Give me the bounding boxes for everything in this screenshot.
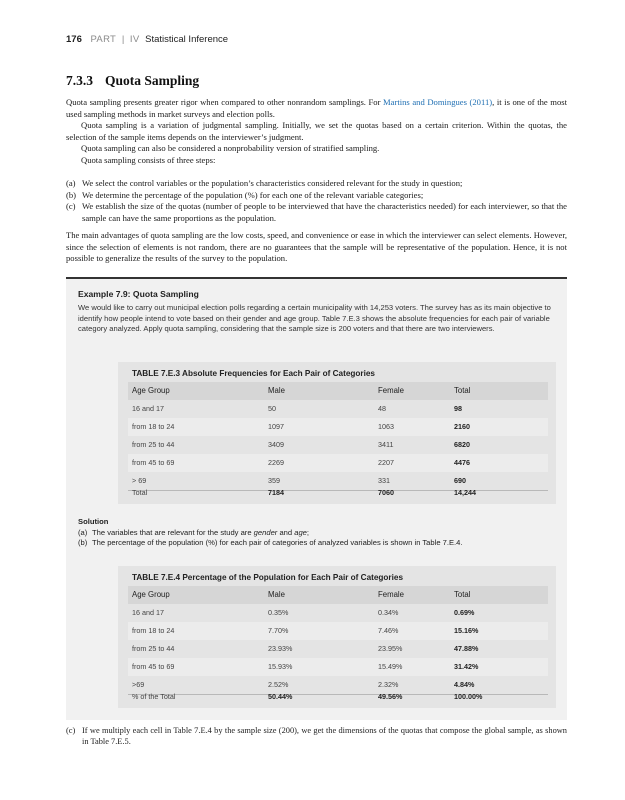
table-caption: TABLE 7.E.3 Absolute Frequencies for Each Pair of Categories (132, 369, 375, 378)
cell-total: 690 (454, 476, 466, 485)
column-header: Female (378, 590, 404, 599)
cell-age: 16 and 17 (132, 404, 164, 413)
cell-male: 7.70% (268, 626, 289, 635)
cell-male: 359 (268, 476, 280, 485)
cell-total: 98 (454, 404, 462, 413)
cell-female: 2.32% (378, 680, 399, 689)
step-text: We select the control variables or the population’s characteristics considered relevant for the study in question; (82, 178, 463, 188)
intro-paragraphs (66, 97, 567, 167)
header-separator: | (121, 34, 125, 45)
cell-total: 6820 (454, 440, 470, 449)
list-item (78, 538, 558, 549)
list-item (78, 528, 558, 539)
solution-text: The percentage of the population (%) for each pair of categories of analyzed variables is shown in Table 7.E.4. (92, 538, 463, 548)
solution-a-and: and (277, 527, 295, 537)
column-header: Total (454, 386, 471, 395)
solution-title: Solution (78, 517, 109, 526)
cell-total: 4476 (454, 458, 470, 467)
cell-female: 1063 (378, 422, 394, 431)
cell-age: from 45 to 69 (132, 662, 175, 671)
cell-male: 15.93% (268, 662, 293, 671)
paragraph-4: Quota sampling consists of three steps: (81, 154, 216, 165)
column-header: Male (268, 590, 285, 599)
cell-male: 3409 (268, 440, 284, 449)
part-title: Statistical Inference (145, 34, 229, 45)
part-number: IV (129, 34, 140, 45)
solution-a-text: The variables that are relevant for the study are (92, 527, 254, 537)
steps-list (66, 178, 567, 224)
table-row (128, 604, 548, 622)
list-item (66, 201, 567, 224)
section-heading (66, 73, 199, 89)
variable-gender: gender (253, 527, 278, 537)
paragraph-5: The main advantages of quota sampling are the low costs, speed, and convenience or ease in which the interviewer can select elements. However, since the selection of elements is not random, there are no guarantees that the sample will be representative of the population. Hence, it is not possible to generalize the results of the survey to the population. (66, 230, 567, 264)
paragraph-1 (66, 97, 567, 120)
cell-male: 2.52% (268, 680, 289, 689)
column-header: Age Group (132, 590, 170, 599)
table-total-row (128, 484, 548, 502)
citation-link[interactable]: Martins and Domingues (2011) (383, 97, 493, 107)
paragraph-1-text-end: , it is one of the most used sampling methods in market surveys and election polls. (66, 97, 567, 119)
table-row (128, 658, 548, 676)
cell-age: % of the Total (132, 692, 176, 701)
step-text: If we multiply each cell in Table 7.E.4 by the sample size (200), we get the dimensions of the quotas that compose the global sample, as shown in Table 7.E.5. (82, 726, 567, 747)
cell-male: 50 (268, 404, 276, 413)
step-label: (c) (66, 726, 76, 735)
cell-age: from 18 to 24 (132, 422, 175, 431)
solution-label: (b) (78, 538, 88, 548)
bottom-step (66, 725, 567, 747)
cell-female: 15.49% (378, 662, 403, 671)
solution-a-end: ; (306, 527, 310, 537)
cell-female: 331 (378, 476, 390, 485)
cell-female: 7.46% (378, 626, 399, 635)
column-header: Male (268, 386, 285, 395)
list-item (66, 725, 567, 747)
cell-age: from 45 to 69 (132, 458, 175, 467)
column-header: Age Group (132, 386, 170, 395)
solution-label: (a) (78, 527, 88, 537)
cell-total: 31.42% (454, 662, 479, 671)
cell-age: from 25 to 44 (132, 440, 175, 449)
example-text: We would like to carry out municipal election polls regarding a certain municipality with 14,253 voters. The survey has as its main objective to identify how people intend to vote based on their gender and age group. Table 7.E.3 shows the absolute frequencies for each pair of variable category analyzed. Apply quota sampling, considering that the sample size is 200 voters and that there are two interviewers. (78, 303, 551, 334)
table-7e3 (118, 362, 556, 504)
cell-total: 15.16% (454, 626, 479, 635)
cell-male: 0.35% (268, 608, 289, 617)
cell-total: 4.84% (454, 680, 475, 689)
table-caption: TABLE 7.E.4 Percentage of the Population for Each Pair of Categories (132, 573, 403, 582)
cell-female: 0.34% (378, 608, 399, 617)
table-header-row (128, 382, 548, 400)
cell-female: 49.56% (378, 692, 403, 701)
table-row (128, 436, 548, 454)
cell-age: from 25 to 44 (132, 644, 175, 653)
list-item (66, 178, 567, 190)
example-box (66, 279, 567, 720)
paragraph-5-block (66, 230, 567, 265)
cell-female: 23.95% (378, 644, 403, 653)
cell-male: 50.44% (268, 692, 293, 701)
cell-male: 7184 (268, 488, 284, 497)
cell-total: 47.88% (454, 644, 479, 653)
paragraph-1-text: Quota sampling presents greater rigor when compared to other nonrandom samplings. For (66, 97, 384, 107)
paragraph-2: Quota sampling is a variation of judgmental sampling. Initially, we set the quotas based on a certain criterion. Within the quotas, the selection of the sample items depends on the interviewer’s judgment. (66, 120, 567, 142)
table-7e4 (118, 566, 556, 708)
list-item (66, 190, 567, 202)
variable-age: age (294, 527, 307, 537)
cell-age: > 69 (132, 476, 147, 485)
cell-male: 2269 (268, 458, 284, 467)
table-row (128, 622, 548, 640)
table-row (128, 454, 548, 472)
table-row (128, 400, 548, 418)
cell-total: 2160 (454, 422, 470, 431)
column-header: Total (454, 590, 471, 599)
table-header-row (128, 586, 548, 604)
cell-female: 48 (378, 404, 386, 413)
step-label: (b) (66, 189, 77, 200)
table-row (128, 640, 548, 658)
cell-age: from 18 to 24 (132, 626, 175, 635)
section-title: Quota Sampling (105, 73, 200, 88)
cell-female: 7060 (378, 488, 394, 497)
column-header: Female (378, 386, 404, 395)
cell-age: 16 and 17 (132, 608, 164, 617)
cell-female: 2207 (378, 458, 394, 467)
page-number: 176 (66, 34, 82, 45)
running-header (66, 34, 228, 45)
step-text: We establish the size of the quotas (number of people to be interviewed that have the characteristics needed) for each interviewer, so that the sample can have the same proportions as the population. (82, 201, 567, 223)
cell-total: 14,244 (454, 488, 476, 497)
cell-female: 3411 (378, 440, 394, 449)
paragraph-3: Quota sampling can also be considered a nonprobability version of stratified sampling. (81, 143, 380, 154)
cell-male: 23.93% (268, 644, 293, 653)
step-label: (a) (66, 178, 76, 188)
cell-male: 1097 (268, 422, 284, 431)
solution-text (92, 528, 558, 539)
cell-total: 0.69% (454, 608, 475, 617)
step-text: We determine the percentage of the population (%) for each one of the relevant variable categories; (82, 189, 424, 200)
cell-total: 100.00% (454, 692, 483, 701)
section-number: 7.3.3 (66, 73, 93, 88)
solution-block (78, 517, 558, 549)
table-row (128, 418, 548, 436)
cell-age: >69 (132, 680, 145, 689)
example-title: Example 7.9: Quota Sampling (78, 289, 199, 299)
table-total-row (128, 688, 548, 706)
step-label: (c) (66, 201, 76, 212)
cell-age: Total (132, 488, 148, 497)
part-label: PART (90, 34, 117, 45)
